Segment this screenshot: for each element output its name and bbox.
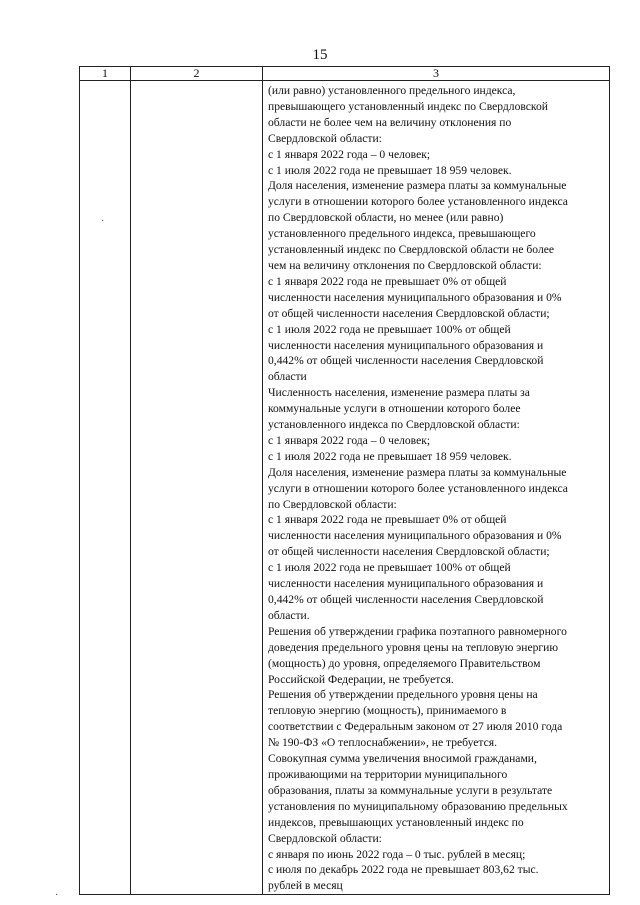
text-line: (мощность) до уровня, определяемого Правительством [268,656,541,670]
cell-column-2 [131,81,263,895]
text-line: (или равно) установленного предельного индекса, [268,84,516,97]
cell-column-3-text [263,81,610,895]
text-line: области не более чем на величину отклонения по [268,115,512,129]
text-line: коммунальные услуги в отношении которого более [268,402,521,416]
cell-column-1 [80,81,131,895]
document-table [79,66,610,895]
text-line: Доля населения, изменение размера платы за коммунальные [268,179,567,193]
text-line: численности населения муниципального образования и 0% [268,290,562,304]
text-line: 0,442% от общей численности населения Свердловской [268,354,544,368]
text-line: области [268,370,307,384]
text-line: Численность населения, изменение размера платы за [268,386,530,400]
text-line: области. [268,608,310,622]
column-header-3: 3 [263,67,610,81]
column-header-1: 1 [80,67,131,81]
text-line: с 1 июля 2022 года не превышает 18 959 человек. [268,163,512,177]
text-line: образования, платы за коммунальные услуги в результате [268,783,553,797]
page-number: 15 [312,47,328,63]
text-line: с 1 июля 2022 года не превышает 100% от общей [268,322,511,336]
text-line: численности населения муниципального образования и [268,577,544,591]
text-line: № 190-ФЗ «О теплоснабжении», не требуется. [268,736,497,750]
column-1-mark: · [101,216,105,227]
corner-mark: · [55,890,59,901]
text-line: Решения об утверждении предельного уровня цены на [268,688,538,702]
text-line: с января по июнь 2022 года – 0 тыс. рублей в месяц; [268,847,526,861]
text-line: доведения предельного уровня цены на тепловую энергию [268,640,559,654]
text-line: от общей численности населения Свердловской области; [268,306,550,320]
text-line: с 1 января 2022 года не превышает 0% от общей [268,274,507,288]
text-line: численности населения муниципального образования и [268,338,544,352]
text-line: с 1 июля 2022 года не превышает 18 959 человек. [268,449,512,463]
text-line: рублей в месяц [268,879,343,893]
text-line: чем на величину отклонения по Свердловской области: [268,258,542,272]
table-header-row [80,67,610,81]
text-line: по Свердловской области, но менее (или равно) [268,211,504,225]
text-line: с 1 июля 2022 года не превышает 100% от общей [268,561,511,575]
text-line: с июля по декабрь 2022 года не превышает 803,62 тыс. [268,863,539,877]
text-line: установленного предельного индекса, превышающего [268,227,536,241]
text-line: индексов, превышающих установленный индекс по [268,815,524,829]
text-line: проживающими на территории муниципального [268,767,508,781]
text-line: установленного индекса по Свердловской области: [268,418,520,432]
text-line: Совокупная сумма увеличения вносимой гражданами, [268,752,537,766]
text-line: Свердловской области: [268,831,382,845]
text-line: с 1 января 2022 года не превышает 0% от общей [268,513,507,527]
text-line: 0,442% от общей численности населения Свердловской [268,593,544,606]
text-line: Доля населения, изменение размера платы за коммунальные [268,465,567,479]
text-line: с 1 января 2022 года – 0 человек; [268,433,431,447]
text-line: установления по муниципальному образованию предельных [268,799,568,813]
text-line: Свердловской области: [268,131,382,145]
column-header-2: 2 [131,67,263,81]
text-line: от общей численности населения Свердловской области; [268,545,550,559]
text-line: тепловую энергию (мощность), принимаемого в [268,704,507,718]
text-line: соответствии с Федеральным законом от 27 июля 2010 года [268,720,563,734]
text-line: Российской Федерации, не требуется. [268,672,454,686]
text-line: по Свердловской области: [268,497,397,511]
text-line: превышающего установленный индекс по Свердловской [268,99,548,113]
text-line: установленный индекс по Свердловской области не более [268,243,555,257]
text-line: услуги в отношении которого более установленного индекса [268,481,568,495]
text-line: численности населения муниципального образования и 0% [268,529,562,543]
text-line: с 1 января 2022 года – 0 человек; [268,147,431,161]
table-row [80,81,610,895]
text-line: Решения об утверждении графика поэтапного равномерного [268,624,567,638]
text-line: услуги в отношении которого более установленного индекса [268,195,568,209]
